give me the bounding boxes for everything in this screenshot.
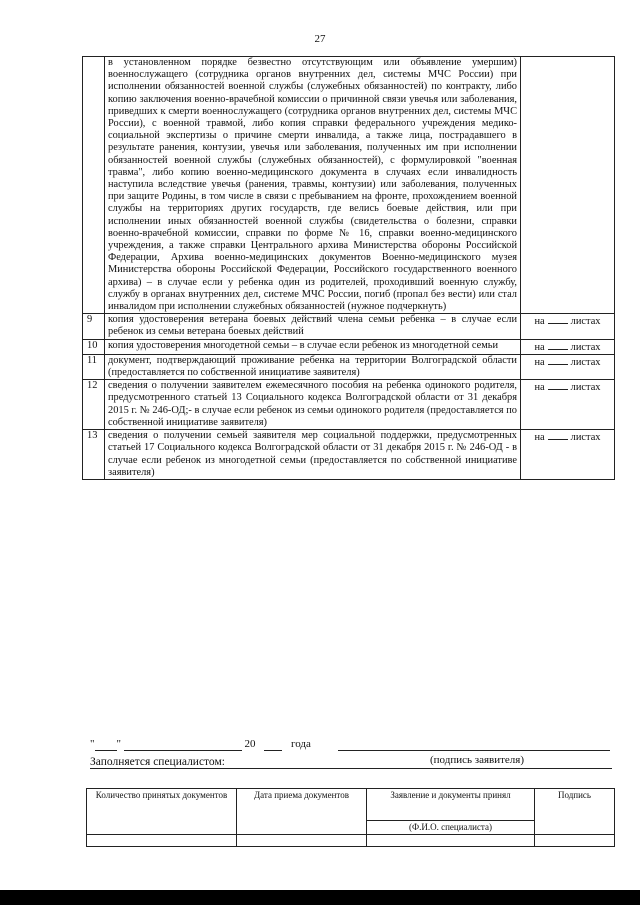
documents-table [82, 56, 615, 480]
row-text: сведения о получении заявителем ежемесячного пособия на ребенка одинокого родителя, предусмотренного статьей 13 Социального кодекса Волгоградской области от 31 декабря 2015 г. № 246-ОД;- в случае если ребенок из семьи одинокого родителя (предоставляется по собственной инициативе заявителя) [105, 380, 521, 430]
pages-prefix: на [534, 432, 545, 444]
pages-blank [548, 340, 568, 350]
cell-blank [237, 835, 367, 847]
year-blank [264, 738, 282, 751]
table-row [83, 430, 615, 480]
specialist-table [86, 788, 615, 847]
pages-suffix: листах [570, 341, 601, 353]
pages-blank [548, 380, 568, 390]
date-close-quote: " [116, 738, 121, 750]
pages-prefix: на [534, 356, 545, 368]
row-text: в установленном порядке безвестно отсутствующим или объявление умершим) военнослужащего (сотрудника органов внутренних дел, системы МЧС России) при исполнении обязанностей военной службы (служебных обязанностей) по контракту, либо копию заключения военно-врачебной комиссии о причинной связи увечья или заболевания, приведших к смерти военнослужащего (сотрудника органов внутренних дел, системы МЧС России), с военной травмой, либо копия справки федерального учреждения медико-социальной экспертизы о причине смерти инвалида, а также лица, пострадавшего в результате ранения, контузии, увечья или заболевания, полученных им при исполнении обязанностей военной службы (служебных обязанностей), с формулировкой "военная травма", либо копию военно-медицинского документа в случаях если инвалидность наступила вследствие увечья (ранения, травмы, контузии) или заболевания, полученных при защите Родины, в том числе в связи с пребыванием на фронте, прохождением военной службы на территориях других государств, где велись боевые действия, или при исполнении иных обязанностей военной службы (свидетельства о болезни, справки военно-врачебной комиссии, справки по форме № 16, справки военно-медицинского учреждения, а также справки Центрального архива Министерства обороны Российской Федерации, Архива военно-медицинских документов Военно-медицинского музея Министерства обороны Российской Федерации, Российского государственного военного архива) – в случае если у ребенка один из родителей, проходивший военную службу, службу в органах внутренних дел, системе МЧС России, погиб (пропал без вести) или стал инвалидом при исполнении служебных обязанностей (нужное подчеркнуть) [105, 57, 521, 314]
pages-prefix: на [534, 316, 545, 328]
table-row [83, 354, 615, 379]
row-number: 12 [83, 380, 105, 430]
table-row [83, 339, 615, 354]
col-received-by: Заявление и документы принял [367, 789, 535, 821]
scan-bottom-border [0, 890, 640, 905]
cell-blank [535, 835, 615, 847]
row-pages [521, 380, 615, 430]
page-number: 27 [314, 33, 326, 45]
table-row [83, 314, 615, 339]
cell-blank [367, 835, 535, 847]
row-number [83, 57, 105, 314]
pages-prefix: на [534, 382, 545, 394]
cell-blank [87, 835, 237, 847]
row-number: 13 [83, 430, 105, 480]
row-number: 9 [83, 314, 105, 339]
pages-blank [548, 314, 568, 324]
pages-blank [548, 430, 568, 440]
pages-suffix: листах [570, 382, 601, 394]
row-pages [521, 339, 615, 354]
pages-suffix: листах [570, 356, 601, 368]
pages-prefix: на [534, 341, 545, 353]
col-signature: Подпись [535, 789, 615, 835]
row-pages [521, 430, 615, 480]
col-documents-count: Количество принятых документов [87, 789, 237, 835]
table-row [83, 57, 615, 314]
row-number: 11 [83, 354, 105, 379]
pages-suffix: листах [570, 316, 601, 328]
signature-line [338, 750, 610, 751]
signature-caption: (подпись заявителя) [430, 754, 525, 766]
row-number: 10 [83, 339, 105, 354]
year-prefix: 20 [244, 738, 256, 750]
row-pages [521, 354, 615, 379]
year-suffix: года [291, 738, 311, 750]
specialist-underline [90, 768, 612, 769]
row-pages [521, 57, 615, 314]
row-text: копия удостоверения ветерана боевых действий члена семьи ребенка – в случае если ребенок из семьи ветерана боевых действий [105, 314, 521, 339]
row-text: документ, подтверждающий проживание ребенка на территории Волгоградской области (предоставляется по собственной инициативе заявителя) [105, 354, 521, 379]
pages-suffix: листах [570, 432, 601, 444]
row-pages [521, 314, 615, 339]
col-specialist-name: (Ф.И.О. специалиста) [367, 821, 535, 835]
month-blank [124, 738, 242, 751]
col-reception-date: Дата приема документов [237, 789, 367, 835]
pages-blank [548, 355, 568, 365]
date-line [90, 738, 311, 751]
specialist-caption: Заполняется специалистом: [90, 756, 225, 768]
row-text: сведения о получении семьей заявителя мер социальной поддержки, предусмотренных статьей 17 Социального кодекса Волгоградской области от 31 декабря 2015 г. № 246-ОД - в случае если ребенок из многодетной семьи (предоставляется по собственной инициативе заявителя) [105, 430, 521, 480]
table-row [83, 380, 615, 430]
date-open-quote: " [90, 738, 95, 750]
row-text: копия удостоверения многодетной семьи – в случае если ребенок из многодетной семьи [105, 339, 521, 354]
day-blank [95, 738, 117, 751]
